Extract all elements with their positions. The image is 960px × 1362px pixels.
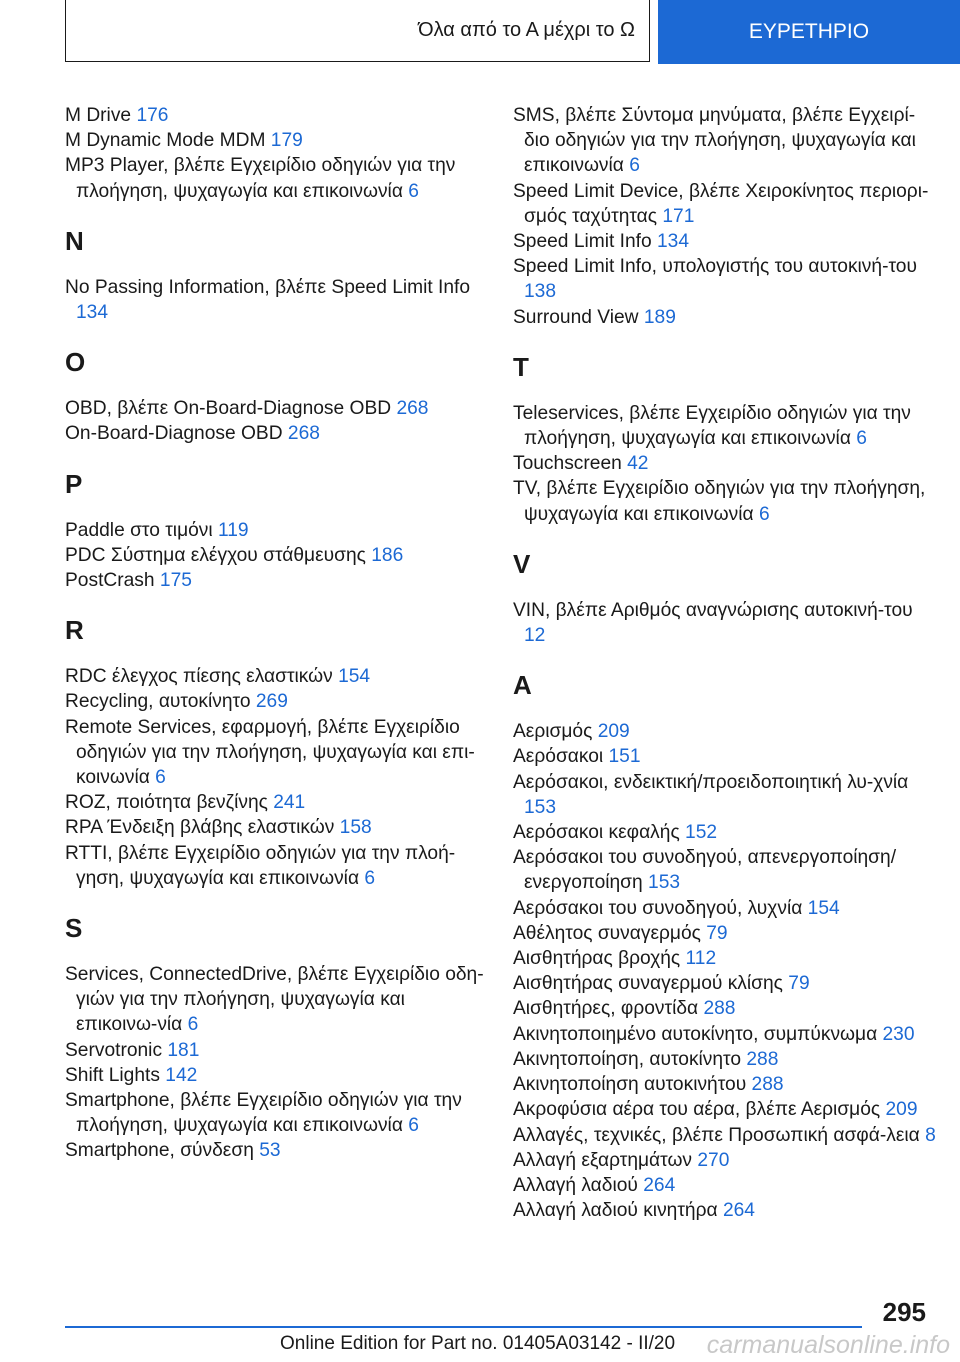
index-entry [65,1138,485,1163]
index-page-link[interactable]: 158 [339,817,372,839]
index-page-link[interactable]: 79 [788,973,810,995]
index-entry [65,568,485,593]
index-entry [65,841,485,891]
index-entry-text: Smartphone, σύνδεση [65,1140,254,1162]
index-letter-heading: R [65,615,84,646]
index-entry [65,275,485,325]
index-entry [513,1148,938,1173]
index-entry [513,451,938,476]
index-page-link[interactable]: 6 [155,767,166,789]
page-number: 295 [882,1297,926,1327]
index-page-link[interactable]: 288 [746,1048,779,1070]
index-page-link[interactable]: 181 [167,1039,200,1061]
index-page-link[interactable]: 138 [524,281,557,303]
index-letter-heading: O [65,347,86,378]
index-page-link[interactable]: 6 [364,867,376,889]
index-entry-text: MP3 Player, βλέπε Εγχειρίδιο οδηγιών για την πλοήγηση, ψυχαγωγία και επικοινωνία [65,155,456,202]
index-entry-text: Αερισμός [513,721,593,743]
index-entry-text: Αλλαγές, τεχνικές, βλέπε Προσωπική ασφά-λεια [513,1124,920,1146]
index-entry [513,744,938,769]
index-letter-heading: T [513,351,529,382]
index-page-link[interactable]: 154 [807,897,840,919]
index-entry [513,305,938,330]
index-page-link[interactable]: 12 [524,625,546,647]
index-entry-text: No Passing Information, βλέπε Speed Limit Info [65,276,471,298]
index-page-link[interactable]: 270 [697,1149,730,1171]
index-page-link[interactable]: 189 [643,306,676,328]
index-entry-text: M Dynamic Mode MDM [65,130,266,152]
index-entry-text: Teleservices, βλέπε Εγχειρίδιο οδηγιών για την πλοήγηση, ψυχαγωγία και επικοινωνία [513,402,911,450]
index-entry [513,971,938,996]
index-page-link[interactable]: 264 [643,1174,676,1196]
index-entry-text: Speed Limit Info [513,231,652,253]
index-entry [513,845,938,895]
index-entry [513,1022,938,1047]
index-page-link[interactable]: 134 [657,231,690,253]
index-entry-text: VIN, βλέπε Αριθμός αναγνώρισης αυτοκινή-του [513,599,913,621]
index-entry-text: Shift Lights [65,1064,160,1086]
index-entry [513,1198,938,1223]
index-entry [513,1173,938,1198]
index-page-link[interactable]: 6 [856,428,867,450]
index-entry [65,1088,485,1138]
index-entry-text: Services, ConnectedDrive, βλέπε Εγχειρίδιο οδη-γιών για την πλοήγηση, ψυχαγωγία και επικοινω-νία [65,964,484,1036]
footer-divider [65,1326,862,1328]
index-entry-text: Αερόσακοι, ενδεικτική/προειδοποιητική λυ-χνία [513,771,909,793]
index-entry [513,476,938,526]
index-entry [65,962,485,1038]
index-entry-text: Touchscreen [513,453,622,475]
index-entry [65,421,485,446]
index-entry-text: Αλλαγή λαδιού κινητήρα [513,1200,718,1222]
index-entry-text: ROZ, ποιότητα βενζίνης [65,792,268,814]
index-entry-text: Ακροφύσια αέρα του αέρα, βλέπε Αερισμός [513,1099,881,1121]
index-entry-text: SMS, βλέπε Σύντομα μηνύματα, βλέπε Εγχειρί-διο οδηγιών για την πλοήγηση, ψυχαγωγία και επικοινωνία [513,105,916,177]
index-entry-text: Αλλαγή λαδιού [513,1174,638,1196]
index-page-link[interactable]: 241 [273,792,306,814]
index-entry-text: PostCrash [65,570,155,592]
index-entry [513,179,938,229]
index-page-link[interactable]: 119 [218,519,249,541]
index-column-right [513,103,938,1223]
index-entry [65,518,485,543]
index-entry [65,543,485,568]
index-entry-text: Ακινητοποίηση, αυτοκίνητο [513,1048,742,1070]
index-entry [65,664,485,689]
index-entry-text: Servotronic [65,1039,163,1061]
index-entry-text: Remote Services, εφαρμογή, βλέπε Εγχειρίδιο οδηγιών για την πλοήγηση, ψυχαγωγία και επι-κοινωνία [65,716,475,789]
index-entry-text: M Drive [65,105,132,126]
index-page-link[interactable]: 288 [703,998,736,1020]
index-entry-text: Αισθητήρας βροχής [513,948,681,970]
index-page-link[interactable]: 230 [882,1023,915,1045]
index-page-link[interactable]: 53 [259,1140,281,1162]
index-entry [513,254,938,304]
index-entry-text: Paddle στο τιμόνι [65,519,213,541]
index-page-link[interactable]: 42 [627,453,649,475]
index-entry [513,896,938,921]
index-entry [65,1063,485,1088]
index-page-link[interactable]: 6 [758,503,770,525]
index-entry-text: Speed Limit Device, βλέπε Χειροκίνητος περιορι-σμός ταχύτητας [513,180,929,227]
index-entry [513,820,938,845]
tab-a-to-z[interactable]: Όλα από το Α μέχρι το Ω [65,0,650,62]
index-page-link[interactable]: 153 [648,872,681,894]
index-entry [513,770,938,820]
index-entry-text: RTTI, βλέπε Εγχειρίδιο οδηγιών για την πλοή-γηση, ψυχαγωγία και επικοινωνία [65,842,456,889]
index-entry [513,946,938,971]
index-page-link[interactable]: 142 [165,1064,198,1086]
index-entry [65,815,485,840]
index-entry [513,996,938,1021]
index-entry [65,396,485,421]
index-page-link[interactable]: 288 [751,1074,784,1096]
index-entry [65,689,485,714]
index-letter-heading: S [65,913,83,944]
index-page-link[interactable]: 152 [685,822,718,844]
index-page-link[interactable]: 154 [338,666,371,688]
index-entry [65,153,485,203]
index-entry [65,103,485,128]
index-entry-text: Αλλαγή εξαρτημάτων [513,1149,693,1171]
index-page-link[interactable]: 6 [408,180,419,202]
index-entry [513,1047,938,1072]
footer-watermark: carmanualsonline.info [706,1331,950,1359]
index-entry [65,715,485,791]
index-page-link[interactable]: 6 [408,1115,419,1137]
index-page-link[interactable]: 209 [885,1099,918,1121]
index-entry-text: RDC έλεγχος πίεσης ελαστικών [65,666,333,688]
index-entry-text: Αερόσακοι κεφαλής [513,822,680,844]
index-entry [513,229,938,254]
tab-index[interactable]: ΕΥΡΕΤΗΡΙΟ [658,0,960,64]
index-entry-text: RPA Ένδειξη βλάβης ελαστικών [65,817,335,839]
index-page-link[interactable]: 268 [287,423,320,445]
index-page-link[interactable]: 151 [608,746,641,768]
index-page-link[interactable]: 268 [396,398,429,420]
index-entry-text: PDC Σύστημα ελέγχου στάθμευσης [65,544,366,566]
index-entry [513,1097,938,1122]
index-page-link[interactable]: 269 [255,691,288,713]
index-letter-heading: Α [513,670,532,701]
footer-edition: Online Edition for Part no. 01405A03142 - II/20 [280,1333,676,1354]
index-entry [65,790,485,815]
index-letter-heading: P [65,468,83,499]
index-page-link[interactable]: 112 [685,948,717,970]
index-entry-text: Smartphone, βλέπε Εγχειρίδιο οδηγιών για την πλοήγηση, ψυχαγωγία και επικοινωνία [65,1090,462,1137]
index-page-link[interactable]: 176 [136,105,169,126]
index-entry-text: Ακινητοποιημένο αυτοκίνητο, συμπύκνωμα [513,1023,878,1045]
index-entry-text: Αερόσακοι του συνοδηγού, λυχνία [513,897,803,919]
index-entry-text: Speed Limit Info, υπολογιστής του αυτοκινή-του [513,256,917,278]
index-page-link[interactable]: 209 [597,721,630,743]
index-entry-text: TV, βλέπε Εγχειρίδιο οδηγιών για την πλοήγηση, ψυχαγωγία και επικοινωνία [513,478,926,525]
index-page-link[interactable]: 186 [371,544,404,566]
index-entry-text: Αισθητήρας συναγερμού κλίσης [513,973,783,995]
index-page-link[interactable]: 6 [187,1014,199,1036]
index-entry-text: Αερόσακοι του συνοδηγού, απενεργοποίηση/ ενεργοποίηση [513,847,897,894]
index-entry-text: Αερόσακοι [513,746,604,768]
index-page-link[interactable]: 264 [722,1200,755,1222]
index-entry-text: Recycling, αυτοκίνητο [65,691,251,713]
index-page-link[interactable]: 175 [159,570,192,592]
index-entry [513,921,938,946]
index-entry [513,598,938,648]
index-page-link[interactable]: 79 [706,922,728,944]
index-entry [65,128,485,153]
index-column-left [65,103,485,1164]
index-entry-text: OBD, βλέπε On-Board-Diagnose OBD [65,398,392,420]
index-page-link[interactable]: 134 [76,302,109,324]
index-letter-heading: N [65,225,84,256]
index-entry [513,103,938,179]
index-entry [513,1072,938,1097]
index-page-link[interactable]: 153 [524,796,557,818]
index-letter-heading: V [513,548,531,579]
index-entry [65,1038,485,1063]
index-entry-text: Ακινητοποίηση αυτοκινήτου [513,1074,747,1096]
index-entry [513,1123,938,1148]
index-page-link[interactable]: 6 [629,155,640,177]
index-entry [513,719,938,744]
index-entry-text: Αθέλητος συναγερμός [513,922,701,944]
index-entry [513,401,938,451]
index-entry-text: On-Board-Diagnose OBD [65,423,283,445]
index-page-link[interactable]: 179 [270,130,303,152]
index-entry-text: Αισθητήρες, φροντίδα [513,998,699,1020]
index-entry-text: Surround View [513,306,639,328]
index-page-link[interactable]: 171 [662,205,695,227]
index-page-link[interactable]: 8 [925,1124,936,1146]
header-tabs [65,0,960,64]
